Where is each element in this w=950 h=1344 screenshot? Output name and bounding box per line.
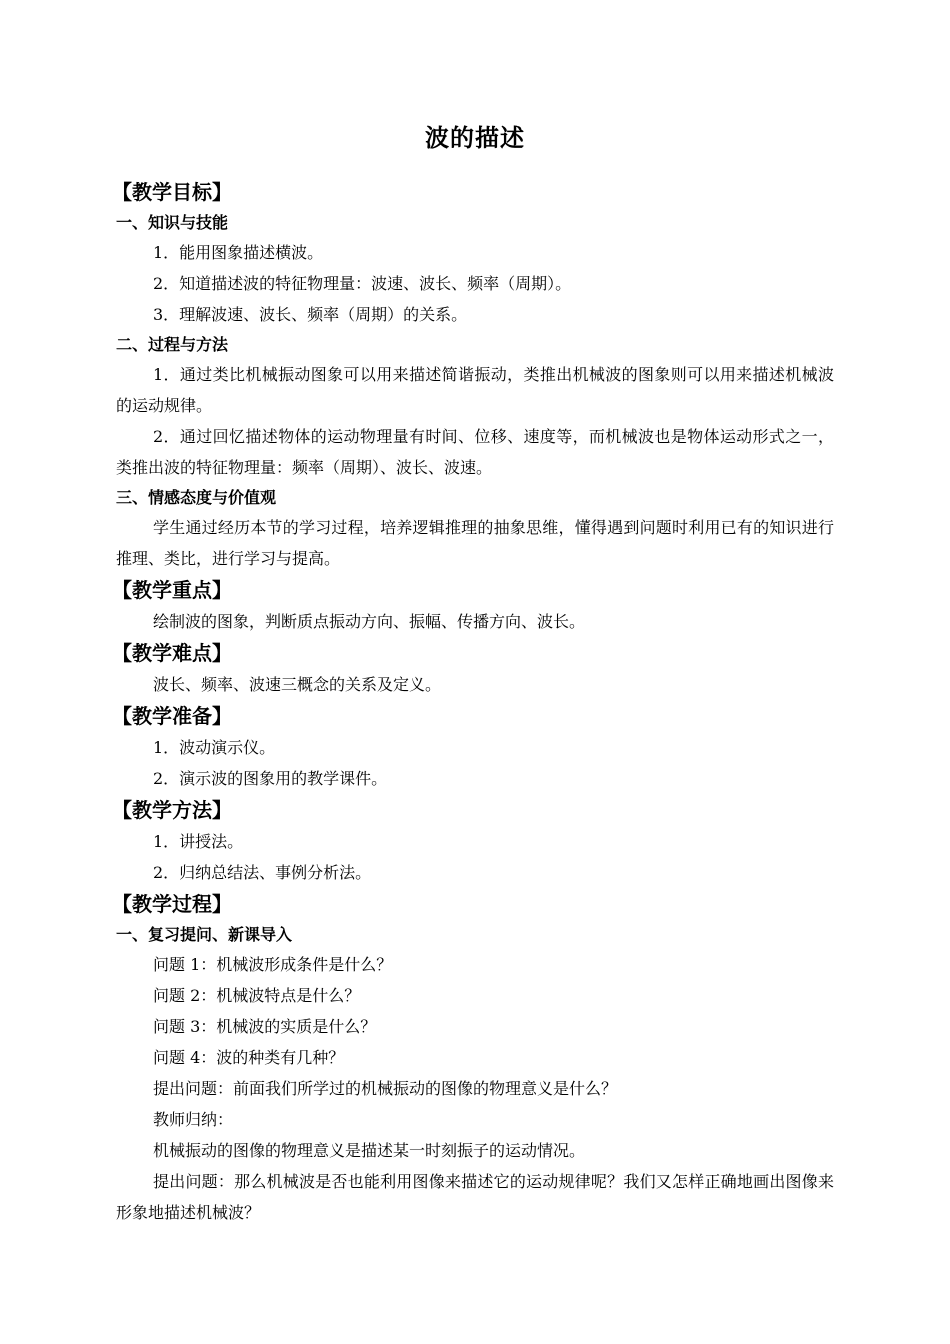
list-item: 1．波动演示仪。 — [153, 738, 276, 757]
section-heading-goals: 【教学目标】 — [112, 180, 232, 204]
subheading-review: 一、复习提问、新课导入 — [116, 925, 293, 944]
paragraph: 2．通过回忆描述物体的运动物理量有时间、位移、速度等，而机械波也是物体运动形式之一，类推出波的特征物理量：频率（周期）、波长、波速。 — [116, 427, 834, 477]
paragraph: 学生通过经历本节的学习过程，培养逻辑推理的抽象思维，懂得遇到问题时利用已有的知识进行推理、类比，进行学习与提高。 — [116, 518, 834, 568]
list-item: 1．讲授法。 — [153, 832, 244, 851]
section-heading-methods: 【教学方法】 — [112, 798, 232, 822]
paragraph: 提出问题：前面我们所学过的机械振动的图像的物理意义是什么？ — [153, 1079, 618, 1098]
list-item: 2．归纳总结法、事例分析法。 — [153, 863, 372, 882]
list-item: 3．理解波速、波长、频率（周期）的关系。 — [153, 305, 468, 324]
section-heading-teaching-process: 【教学过程】 — [112, 892, 232, 916]
page-title: 波的描述 — [425, 124, 525, 152]
section-heading-preparation: 【教学准备】 — [112, 704, 232, 728]
list-item: 2．演示波的图象用的教学课件。 — [153, 769, 388, 788]
section-heading-difficulties: 【教学难点】 — [112, 641, 232, 665]
subheading-attitude: 三、情感态度与价值观 — [116, 488, 277, 507]
paragraph: 教师归纳： — [153, 1110, 234, 1129]
subheading-knowledge: 一、知识与技能 — [116, 213, 229, 232]
paragraph: 问题 2：机械波特点是什么？ — [153, 986, 361, 1005]
section-heading-key-points: 【教学重点】 — [112, 578, 232, 602]
list-item: 2．知道描述波的特征物理量：波速、波长、频率（周期）。 — [153, 274, 572, 293]
paragraph: 问题 1：机械波形成条件是什么？ — [153, 955, 393, 974]
paragraph: 波长、频率、波速三概念的关系及定义。 — [153, 675, 442, 694]
paragraph: 1．通过类比机械振动图象可以用来描述简谐振动，类推出机械波的图象则可以用来描述机械波的运动规律。 — [116, 365, 834, 415]
document-body — [112, 176, 834, 1228]
paragraph: 提出问题：那么机械波是否也能利用图像来描述它的运动规律呢？我们又怎样正确地画出图像来形象地描述机械波？ — [116, 1172, 834, 1222]
paragraph: 问题 3：机械波的实质是什么？ — [153, 1017, 377, 1036]
list-item: 1．能用图象描述横波。 — [153, 243, 324, 262]
paragraph: 机械振动的图像的物理意义是描述某一时刻振子的运动情况。 — [153, 1141, 586, 1160]
paragraph: 问题 4：波的种类有几种？ — [153, 1048, 345, 1067]
subheading-process-method: 二、过程与方法 — [116, 335, 229, 354]
paragraph: 绘制波的图象，判断质点振动方向、振幅、传播方向、波长。 — [153, 612, 586, 631]
